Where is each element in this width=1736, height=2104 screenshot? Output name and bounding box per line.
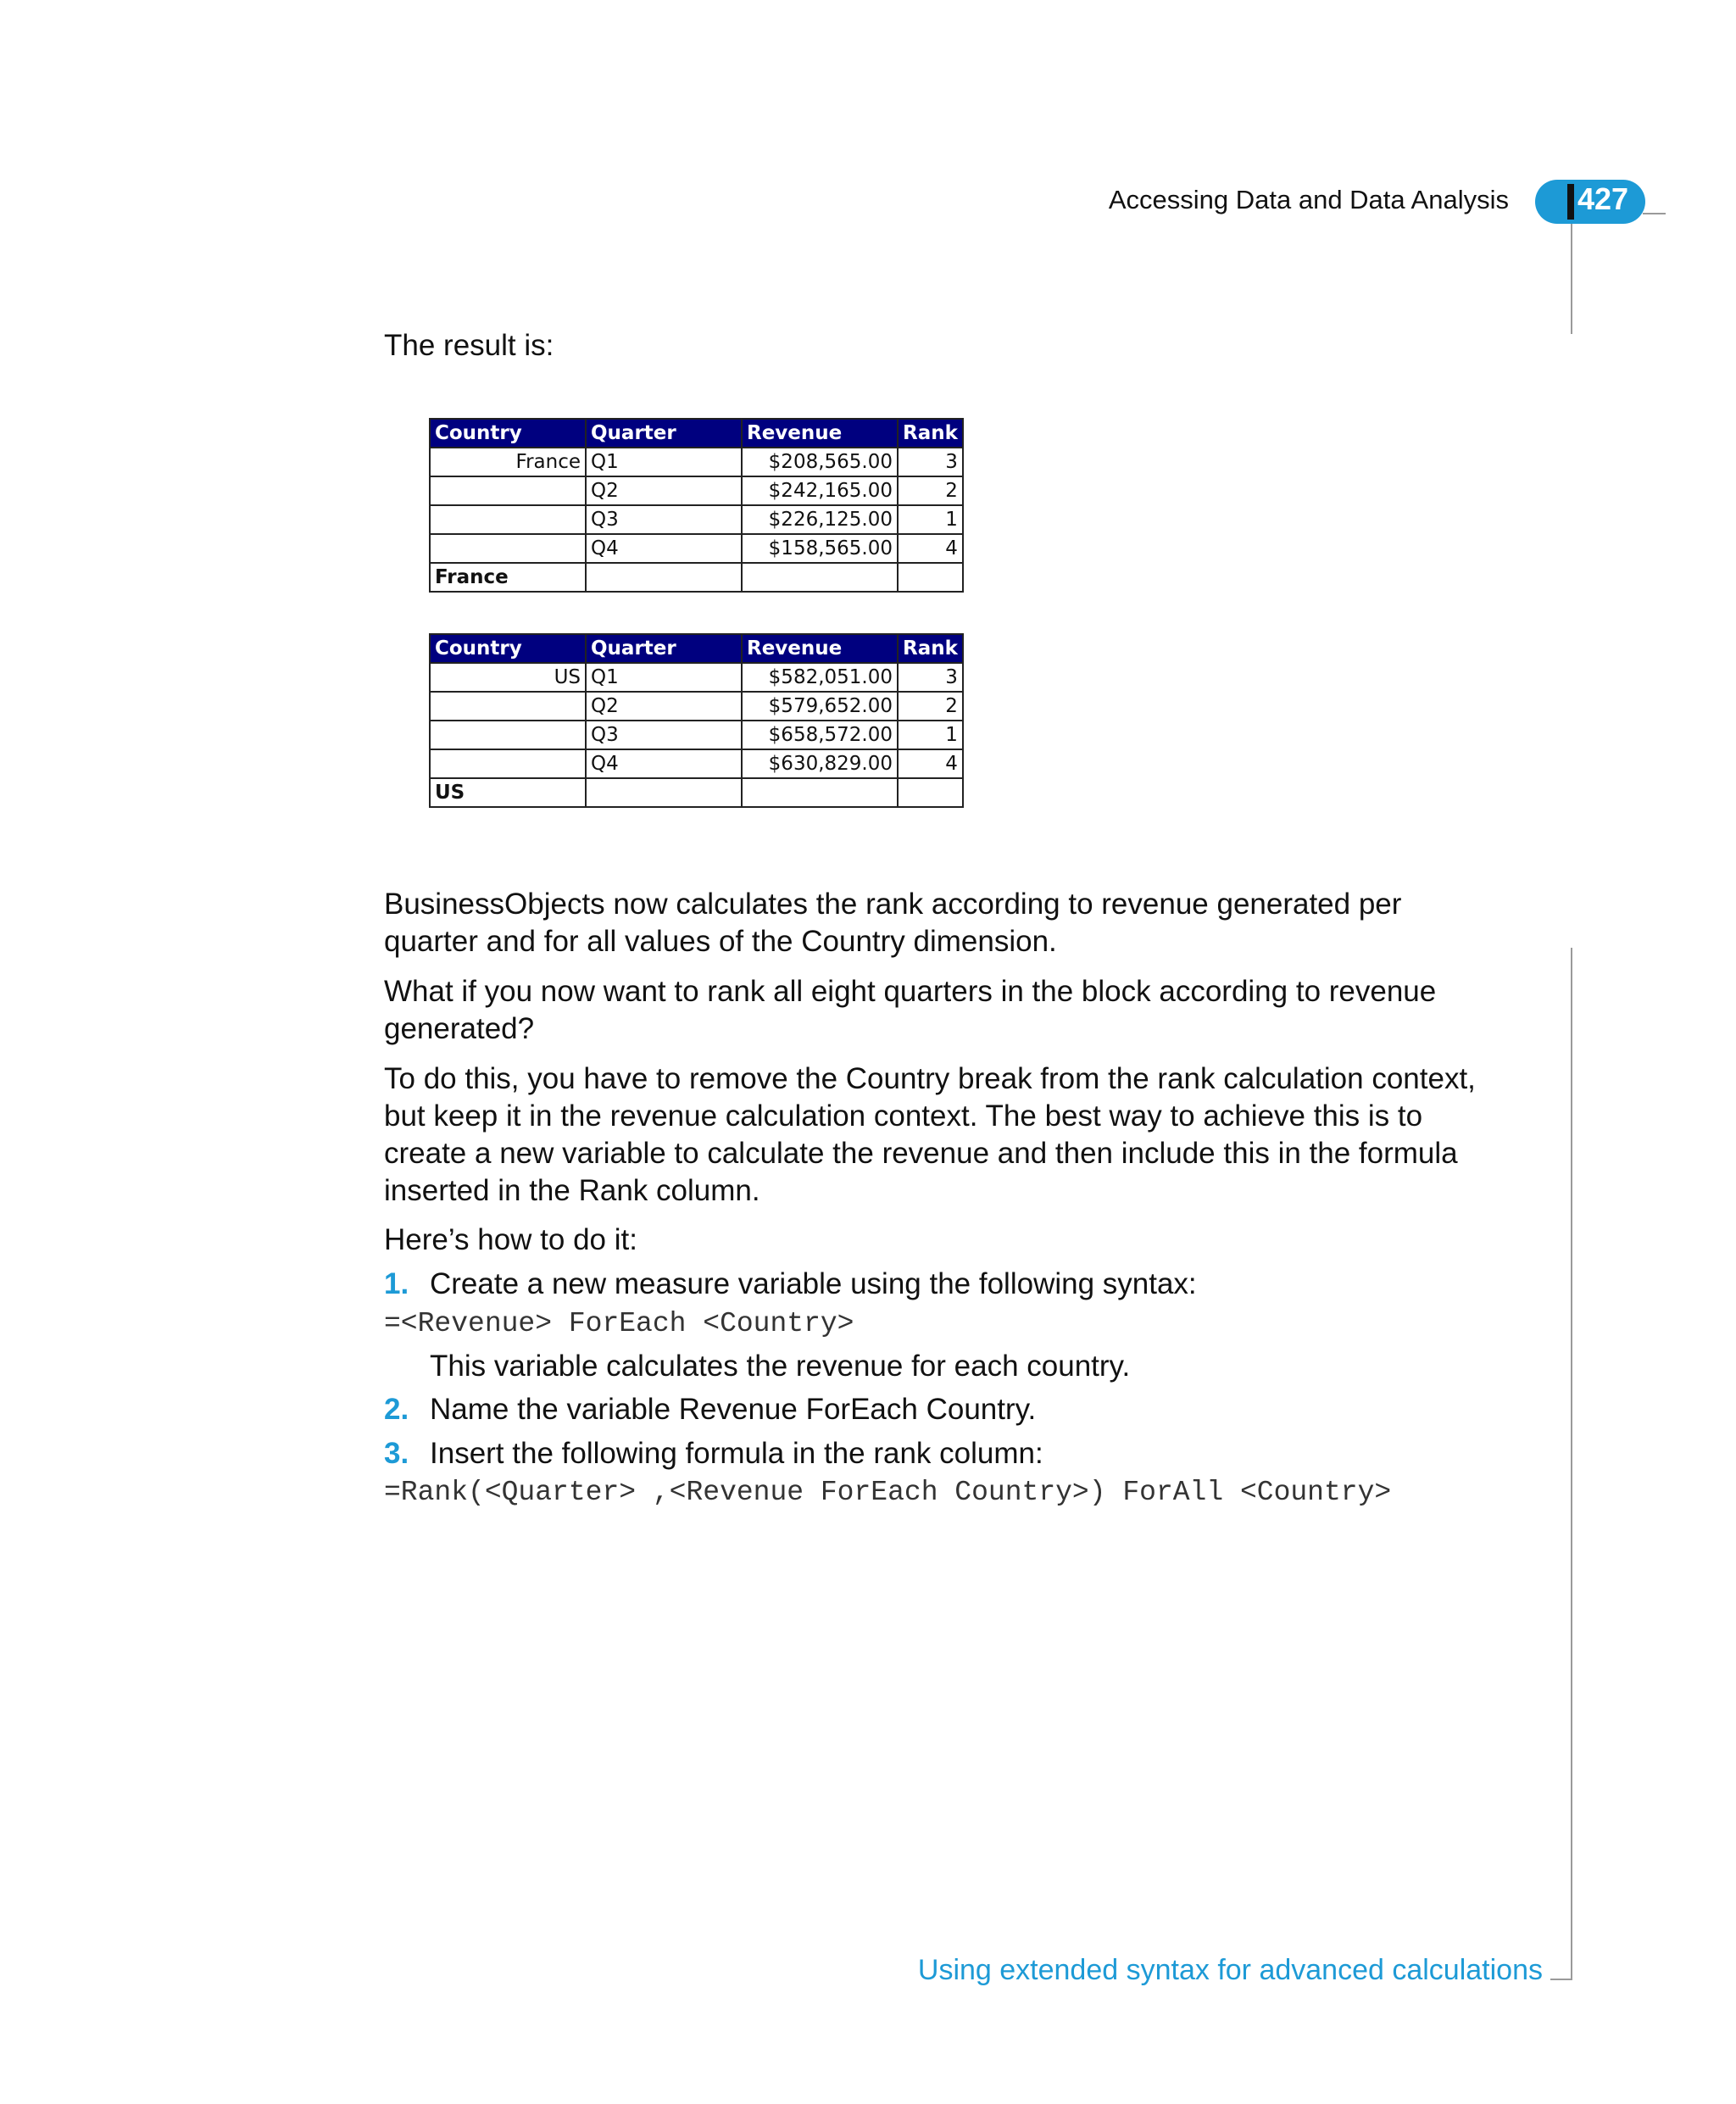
header-revenue: Revenue: [742, 634, 898, 663]
cell-revenue: $582,051.00: [742, 663, 898, 692]
cell-quarter: Q3: [586, 505, 742, 534]
table-row: [430, 721, 963, 749]
table-row: [430, 476, 963, 505]
page-number: 427: [1577, 181, 1629, 216]
cell-quarter: Q4: [586, 534, 742, 563]
result-table-france: [429, 418, 964, 593]
cell-country: [430, 749, 586, 778]
cell-revenue: $579,652.00: [742, 692, 898, 721]
step-text: Create a new measure variable using the following syntax:: [430, 1267, 1197, 1300]
step-number: 1.: [384, 1267, 409, 1300]
footer-rule: [1550, 1979, 1572, 1980]
table-row: [430, 692, 963, 721]
header-revenue: Revenue: [742, 419, 898, 448]
cell-rank: 2: [898, 476, 963, 505]
result-table-us: [429, 633, 964, 808]
step-1-note: This variable calculates the revenue for each country.: [430, 1350, 1131, 1383]
footer-cell: [742, 778, 898, 807]
cell-quarter: Q3: [586, 721, 742, 749]
cell-country: [430, 476, 586, 505]
running-header-title: Accessing Data and Data Analysis: [1108, 185, 1509, 214]
cell-rank: 1: [898, 505, 963, 534]
step-1: [384, 1266, 1486, 1303]
footer-cell: [586, 563, 742, 592]
paragraph-howto: Here’s how to do it:: [384, 1223, 637, 1256]
cell-country: [430, 721, 586, 749]
footer-cell: [586, 778, 742, 807]
table-row: [430, 749, 963, 778]
margin-rule-bottom: [1571, 948, 1572, 1980]
cell-country: [430, 505, 586, 534]
cell-revenue: $630,829.00: [742, 749, 898, 778]
cell-revenue: $158,565.00: [742, 534, 898, 563]
step-text: Insert the following formula in the rank column:: [430, 1437, 1043, 1470]
cell-country: US: [430, 663, 586, 692]
cell-country: [430, 534, 586, 563]
footer-country-label: France: [430, 563, 586, 592]
cell-rank: 4: [898, 534, 963, 563]
table-header-row: [430, 634, 963, 663]
header-country: Country: [430, 419, 586, 448]
cell-rank: 2: [898, 692, 963, 721]
running-footer-title: Using extended syntax for advanced calculations: [917, 1954, 1543, 1986]
footer-country-label: US: [430, 778, 586, 807]
table-row: [430, 663, 963, 692]
header-country: Country: [430, 634, 586, 663]
code-foreach-syntax: =<Revenue> ForEach <Country>: [384, 1308, 854, 1339]
header-rule: [1643, 213, 1666, 214]
margin-rule-top: [1571, 224, 1572, 334]
cell-rank: 1: [898, 721, 963, 749]
cell-quarter: Q2: [586, 476, 742, 505]
step-2: [384, 1391, 1486, 1428]
paragraph-question: What if you now want to rank all eight quarters in the block according to revenue generated?: [384, 975, 1437, 1045]
cell-revenue: $658,572.00: [742, 721, 898, 749]
step-number: 2.: [384, 1393, 409, 1426]
footer-cell: [898, 563, 963, 592]
header-quarter: Quarter: [586, 634, 742, 663]
table-row: [430, 534, 963, 563]
cell-revenue: $208,565.00: [742, 448, 898, 476]
cell-rank: 3: [898, 663, 963, 692]
step-number: 3.: [384, 1437, 409, 1470]
cell-country: [430, 692, 586, 721]
header-rank: Rank: [898, 419, 963, 448]
table-row: [430, 505, 963, 534]
cell-rank: 4: [898, 749, 963, 778]
cell-rank: 3: [898, 448, 963, 476]
paragraph-rank-explanation: BusinessObjects now calculates the rank according to revenue generated per quarter and for all values of the Country dimension.: [384, 888, 1402, 958]
footer-cell: [742, 563, 898, 592]
step-3: [384, 1435, 1486, 1472]
cell-quarter: Q1: [586, 663, 742, 692]
step-text: Name the variable Revenue ForEach Country.: [430, 1393, 1037, 1426]
footer-cell: [898, 778, 963, 807]
page-badge-marker: [1567, 184, 1574, 220]
cell-quarter: Q4: [586, 749, 742, 778]
code-rank-formula: =Rank(<Quarter> ,<Revenue ForEach Country>) ForAll <Country>: [384, 1477, 1392, 1508]
table-header-row: [430, 419, 963, 448]
intro-text: The result is:: [384, 329, 554, 362]
table-row: [430, 448, 963, 476]
table-footer-row: [430, 563, 963, 592]
cell-quarter: Q2: [586, 692, 742, 721]
header-quarter: Quarter: [586, 419, 742, 448]
cell-country: France: [430, 448, 586, 476]
cell-revenue: $226,125.00: [742, 505, 898, 534]
table-footer-row: [430, 778, 963, 807]
header-rank: Rank: [898, 634, 963, 663]
cell-revenue: $242,165.00: [742, 476, 898, 505]
cell-quarter: Q1: [586, 448, 742, 476]
paragraph-approach: To do this, you have to remove the Country break from the rank calculation context, but keep it in the revenue calculation context. The best way to achieve this is to create a new variable to calculate the revenue and then include this in the formula inserted in the Rank column.: [384, 1062, 1476, 1207]
